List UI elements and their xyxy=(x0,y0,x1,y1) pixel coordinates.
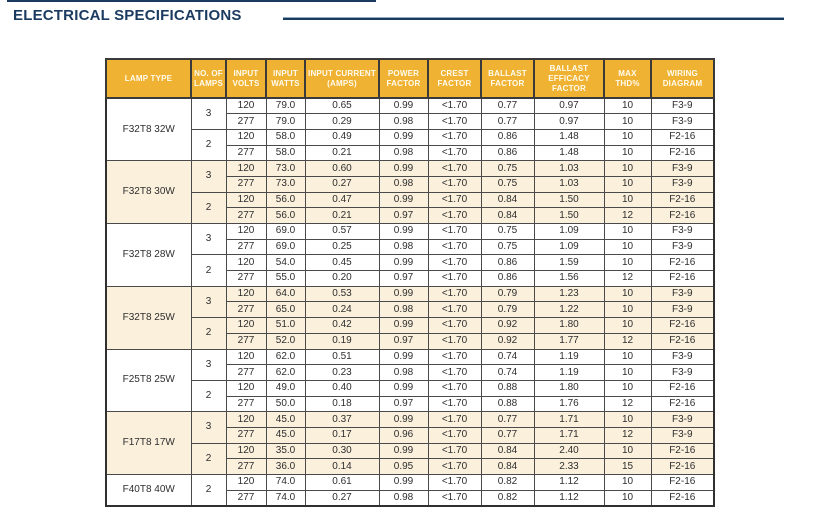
lamp-count-cell: 2 xyxy=(191,318,226,349)
value-cell: 0.45 xyxy=(305,255,379,271)
value-cell: 0.19 xyxy=(305,333,379,349)
table-row xyxy=(106,129,714,145)
value-cell: 1.19 xyxy=(534,349,604,365)
value-cell: 10 xyxy=(604,176,651,192)
value-cell: 277 xyxy=(226,365,266,381)
lamp-count-cell: 2 xyxy=(191,129,226,160)
value-cell: 0.60 xyxy=(305,161,379,177)
value-cell: 12 xyxy=(604,396,651,412)
value-cell: <1.70 xyxy=(428,271,481,287)
table-row xyxy=(106,380,714,396)
value-cell: 1.71 xyxy=(534,427,604,443)
value-cell: 1.03 xyxy=(534,161,604,177)
value-cell: <1.70 xyxy=(428,318,481,334)
value-cell: <1.70 xyxy=(428,286,481,302)
value-cell: 0.40 xyxy=(305,380,379,396)
lamp-type-cell: F32T8 25W xyxy=(106,286,191,349)
value-cell: 1.76 xyxy=(534,396,604,412)
value-cell: 0.84 xyxy=(481,459,534,475)
value-cell: 1.50 xyxy=(534,192,604,208)
value-cell: 58.0 xyxy=(266,145,305,161)
value-cell: 0.86 xyxy=(481,255,534,271)
column-header: POWER FACTOR xyxy=(379,59,428,98)
value-cell: 0.99 xyxy=(379,443,428,459)
value-cell: 0.98 xyxy=(379,239,428,255)
value-cell: 10 xyxy=(604,161,651,177)
value-cell: 277 xyxy=(226,176,266,192)
column-header: INPUT VOLTS xyxy=(226,59,266,98)
table-row xyxy=(106,98,714,114)
value-cell: 79.0 xyxy=(266,98,305,114)
value-cell: F3-9 xyxy=(651,224,714,240)
table-row xyxy=(106,286,714,302)
value-cell: F2-16 xyxy=(651,145,714,161)
value-cell: 1.50 xyxy=(534,208,604,224)
value-cell: 36.0 xyxy=(266,459,305,475)
value-cell: 0.75 xyxy=(481,161,534,177)
value-cell: 0.75 xyxy=(481,176,534,192)
value-cell: 120 xyxy=(226,161,266,177)
value-cell: <1.70 xyxy=(428,129,481,145)
value-cell: 0.42 xyxy=(305,318,379,334)
value-cell: 277 xyxy=(226,114,266,130)
table-row xyxy=(106,443,714,459)
value-cell: 120 xyxy=(226,129,266,145)
lamp-type-cell: F17T8 17W xyxy=(106,412,191,475)
lamp-type-cell: F25T8 25W xyxy=(106,349,191,412)
value-cell: <1.70 xyxy=(428,161,481,177)
value-cell: F2-16 xyxy=(651,208,714,224)
column-header: INPUT WATTS xyxy=(266,59,305,98)
value-cell: 10 xyxy=(604,443,651,459)
table-row xyxy=(106,192,714,208)
value-cell: 51.0 xyxy=(266,318,305,334)
value-cell: 10 xyxy=(604,239,651,255)
top-edge-strip xyxy=(7,0,376,2)
value-cell: 0.37 xyxy=(305,412,379,428)
value-cell: 10 xyxy=(604,129,651,145)
value-cell: <1.70 xyxy=(428,114,481,130)
value-cell: F2-16 xyxy=(651,318,714,334)
value-cell: 0.97 xyxy=(379,333,428,349)
value-cell: 0.97 xyxy=(379,396,428,412)
value-cell: <1.70 xyxy=(428,98,481,114)
value-cell: 10 xyxy=(604,302,651,318)
value-cell: 0.88 xyxy=(481,396,534,412)
value-cell: 56.0 xyxy=(266,192,305,208)
lamp-count-cell: 3 xyxy=(191,286,226,317)
table-row xyxy=(106,224,714,240)
value-cell: 0.23 xyxy=(305,365,379,381)
value-cell: 50.0 xyxy=(266,396,305,412)
value-cell: 0.77 xyxy=(481,427,534,443)
value-cell: 120 xyxy=(226,475,266,491)
lamp-count-cell: 3 xyxy=(191,412,226,443)
value-cell: F3-9 xyxy=(651,427,714,443)
value-cell: 0.61 xyxy=(305,475,379,491)
value-cell: 0.77 xyxy=(481,412,534,428)
value-cell: <1.70 xyxy=(428,412,481,428)
column-header: NO. OF LAMPS xyxy=(191,59,226,98)
value-cell: 0.86 xyxy=(481,145,534,161)
value-cell: 1.80 xyxy=(534,318,604,334)
value-cell: 0.84 xyxy=(481,192,534,208)
table-header-row xyxy=(106,59,714,98)
value-cell: 0.86 xyxy=(481,129,534,145)
value-cell: F2-16 xyxy=(651,475,714,491)
value-cell: <1.70 xyxy=(428,365,481,381)
value-cell: 0.30 xyxy=(305,443,379,459)
value-cell: 74.0 xyxy=(266,475,305,491)
value-cell: 12 xyxy=(604,208,651,224)
value-cell: 120 xyxy=(226,255,266,271)
value-cell: 64.0 xyxy=(266,286,305,302)
value-cell: 120 xyxy=(226,224,266,240)
value-cell: 10 xyxy=(604,255,651,271)
value-cell: F3-9 xyxy=(651,114,714,130)
value-cell: 79.0 xyxy=(266,114,305,130)
value-cell: F3-9 xyxy=(651,302,714,318)
value-cell: 10 xyxy=(604,224,651,240)
value-cell: 0.98 xyxy=(379,176,428,192)
value-cell: 1.23 xyxy=(534,286,604,302)
value-cell: 0.21 xyxy=(305,145,379,161)
value-cell: 120 xyxy=(226,443,266,459)
value-cell: 0.47 xyxy=(305,192,379,208)
value-cell: 10 xyxy=(604,145,651,161)
value-cell: 0.99 xyxy=(379,412,428,428)
value-cell: 0.57 xyxy=(305,224,379,240)
value-cell: 10 xyxy=(604,286,651,302)
value-cell: F2-16 xyxy=(651,192,714,208)
title-underline-rule xyxy=(283,17,784,20)
value-cell: 1.12 xyxy=(534,490,604,506)
value-cell: 15 xyxy=(604,459,651,475)
page-title: ELECTRICAL SPECIFICATIONS xyxy=(13,7,242,24)
table-row xyxy=(106,349,714,365)
value-cell: 0.97 xyxy=(379,208,428,224)
value-cell: 1.56 xyxy=(534,271,604,287)
value-cell: 0.99 xyxy=(379,255,428,271)
lamp-count-cell: 2 xyxy=(191,443,226,474)
value-cell: 0.75 xyxy=(481,224,534,240)
value-cell: 0.97 xyxy=(534,114,604,130)
value-cell: 69.0 xyxy=(266,239,305,255)
value-cell: F2-16 xyxy=(651,396,714,412)
value-cell: 1.12 xyxy=(534,475,604,491)
value-cell: <1.70 xyxy=(428,459,481,475)
value-cell: 0.20 xyxy=(305,271,379,287)
value-cell: <1.70 xyxy=(428,380,481,396)
value-cell: F2-16 xyxy=(651,490,714,506)
value-cell: 1.80 xyxy=(534,380,604,396)
value-cell: 0.99 xyxy=(379,224,428,240)
value-cell: 1.09 xyxy=(534,224,604,240)
value-cell: <1.70 xyxy=(428,443,481,459)
value-cell: F3-9 xyxy=(651,365,714,381)
value-cell: 0.99 xyxy=(379,380,428,396)
value-cell: F2-16 xyxy=(651,443,714,459)
value-cell: <1.70 xyxy=(428,490,481,506)
value-cell: 0.24 xyxy=(305,302,379,318)
value-cell: 0.92 xyxy=(481,318,534,334)
value-cell: 0.53 xyxy=(305,286,379,302)
value-cell: 0.97 xyxy=(379,271,428,287)
value-cell: 55.0 xyxy=(266,271,305,287)
value-cell: 73.0 xyxy=(266,176,305,192)
value-cell: 0.74 xyxy=(481,349,534,365)
value-cell: 277 xyxy=(226,145,266,161)
value-cell: 10 xyxy=(604,114,651,130)
value-cell: 2.33 xyxy=(534,459,604,475)
value-cell: F3-9 xyxy=(651,349,714,365)
value-cell: F2-16 xyxy=(651,129,714,145)
value-cell: 10 xyxy=(604,490,651,506)
column-header: WIRING DIAGRAM xyxy=(651,59,714,98)
value-cell: 0.14 xyxy=(305,459,379,475)
value-cell: F3-9 xyxy=(651,412,714,428)
value-cell: 0.98 xyxy=(379,302,428,318)
value-cell: <1.70 xyxy=(428,239,481,255)
value-cell: 0.98 xyxy=(379,365,428,381)
value-cell: 35.0 xyxy=(266,443,305,459)
lamp-type-cell: F32T8 30W xyxy=(106,161,191,224)
value-cell: 0.99 xyxy=(379,98,428,114)
value-cell: 0.98 xyxy=(379,145,428,161)
value-cell: 10 xyxy=(604,475,651,491)
value-cell: 1.19 xyxy=(534,365,604,381)
table-row xyxy=(106,161,714,177)
value-cell: 45.0 xyxy=(266,427,305,443)
value-cell: 1.48 xyxy=(534,129,604,145)
value-cell: 12 xyxy=(604,333,651,349)
value-cell: 54.0 xyxy=(266,255,305,271)
value-cell: 120 xyxy=(226,192,266,208)
value-cell: 0.65 xyxy=(305,98,379,114)
value-cell: 49.0 xyxy=(266,380,305,396)
value-cell: 12 xyxy=(604,271,651,287)
value-cell: 45.0 xyxy=(266,412,305,428)
value-cell: <1.70 xyxy=(428,255,481,271)
value-cell: 277 xyxy=(226,271,266,287)
value-cell: 277 xyxy=(226,302,266,318)
value-cell: F2-16 xyxy=(651,459,714,475)
value-cell: 120 xyxy=(226,380,266,396)
value-cell: 62.0 xyxy=(266,349,305,365)
value-cell: 0.17 xyxy=(305,427,379,443)
value-cell: <1.70 xyxy=(428,145,481,161)
value-cell: 0.82 xyxy=(481,490,534,506)
value-cell: 62.0 xyxy=(266,365,305,381)
lamp-count-cell: 2 xyxy=(191,192,226,223)
lamp-count-cell: 2 xyxy=(191,475,226,506)
value-cell: F3-9 xyxy=(651,239,714,255)
table-row xyxy=(106,318,714,334)
lamp-count-cell: 2 xyxy=(191,255,226,286)
column-header: CREST FACTOR xyxy=(428,59,481,98)
value-cell: F3-9 xyxy=(651,161,714,177)
value-cell: 120 xyxy=(226,318,266,334)
value-cell: 0.18 xyxy=(305,396,379,412)
value-cell: 120 xyxy=(226,286,266,302)
lamp-type-cell: F32T8 32W xyxy=(106,98,191,161)
value-cell: 0.88 xyxy=(481,380,534,396)
value-cell: 0.82 xyxy=(481,475,534,491)
lamp-type-cell: F40T8 40W xyxy=(106,475,191,506)
value-cell: F2-16 xyxy=(651,271,714,287)
lamp-count-cell: 3 xyxy=(191,161,226,192)
value-cell: F2-16 xyxy=(651,255,714,271)
value-cell: <1.70 xyxy=(428,475,481,491)
value-cell: F3-9 xyxy=(651,176,714,192)
value-cell: 0.98 xyxy=(379,490,428,506)
value-cell: <1.70 xyxy=(428,192,481,208)
lamp-count-cell: 3 xyxy=(191,98,226,129)
value-cell: 0.99 xyxy=(379,349,428,365)
value-cell: 0.99 xyxy=(379,192,428,208)
value-cell: <1.70 xyxy=(428,176,481,192)
value-cell: 58.0 xyxy=(266,129,305,145)
electrical-specifications-table xyxy=(105,58,715,507)
value-cell: <1.70 xyxy=(428,427,481,443)
value-cell: 1.77 xyxy=(534,333,604,349)
table-row xyxy=(106,475,714,491)
value-cell: F3-9 xyxy=(651,286,714,302)
value-cell: 0.96 xyxy=(379,427,428,443)
value-cell: 0.98 xyxy=(379,114,428,130)
value-cell: 0.99 xyxy=(379,129,428,145)
column-header: MAX THD% xyxy=(604,59,651,98)
value-cell: 0.49 xyxy=(305,129,379,145)
value-cell: 0.21 xyxy=(305,208,379,224)
value-cell: 277 xyxy=(226,427,266,443)
column-header: INPUT CURRENT (AMPS) xyxy=(305,59,379,98)
value-cell: 10 xyxy=(604,192,651,208)
lamp-count-cell: 3 xyxy=(191,224,226,255)
value-cell: F2-16 xyxy=(651,380,714,396)
value-cell: <1.70 xyxy=(428,333,481,349)
value-cell: 0.84 xyxy=(481,443,534,459)
value-cell: 0.99 xyxy=(379,475,428,491)
value-cell: <1.70 xyxy=(428,349,481,365)
value-cell: <1.70 xyxy=(428,302,481,318)
value-cell: 277 xyxy=(226,459,266,475)
value-cell: 277 xyxy=(226,333,266,349)
column-header: BALLAST EFFICACY FACTOR xyxy=(534,59,604,98)
lamp-count-cell: 3 xyxy=(191,349,226,380)
value-cell: 74.0 xyxy=(266,490,305,506)
value-cell: 0.77 xyxy=(481,98,534,114)
value-cell: 56.0 xyxy=(266,208,305,224)
value-cell: 0.99 xyxy=(379,318,428,334)
value-cell: 1.48 xyxy=(534,145,604,161)
value-cell: 69.0 xyxy=(266,224,305,240)
lamp-count-cell: 2 xyxy=(191,380,226,411)
value-cell: 2.40 xyxy=(534,443,604,459)
value-cell: <1.70 xyxy=(428,396,481,412)
column-header: LAMP TYPE xyxy=(106,59,191,98)
value-cell: 52.0 xyxy=(266,333,305,349)
value-cell: 0.74 xyxy=(481,365,534,381)
value-cell: 10 xyxy=(604,349,651,365)
value-cell: 10 xyxy=(604,412,651,428)
value-cell: 0.27 xyxy=(305,490,379,506)
value-cell: 120 xyxy=(226,349,266,365)
value-cell: 73.0 xyxy=(266,161,305,177)
value-cell: 1.03 xyxy=(534,176,604,192)
value-cell: <1.70 xyxy=(428,224,481,240)
value-cell: 277 xyxy=(226,239,266,255)
value-cell: 0.77 xyxy=(481,114,534,130)
value-cell: 1.22 xyxy=(534,302,604,318)
value-cell: 0.27 xyxy=(305,176,379,192)
table-row xyxy=(106,412,714,428)
value-cell: 0.75 xyxy=(481,239,534,255)
value-cell: 277 xyxy=(226,208,266,224)
value-cell: 0.51 xyxy=(305,349,379,365)
value-cell: 120 xyxy=(226,98,266,114)
value-cell: <1.70 xyxy=(428,208,481,224)
value-cell: 0.99 xyxy=(379,161,428,177)
value-cell: 10 xyxy=(604,380,651,396)
value-cell: 12 xyxy=(604,427,651,443)
column-header: BALLAST FACTOR xyxy=(481,59,534,98)
value-cell: 10 xyxy=(604,365,651,381)
value-cell: 0.25 xyxy=(305,239,379,255)
value-cell: 0.79 xyxy=(481,302,534,318)
value-cell: 10 xyxy=(604,318,651,334)
value-cell: 10 xyxy=(604,98,651,114)
value-cell: 65.0 xyxy=(266,302,305,318)
value-cell: 0.99 xyxy=(379,286,428,302)
value-cell: F2-16 xyxy=(651,333,714,349)
value-cell: 0.29 xyxy=(305,114,379,130)
value-cell: 277 xyxy=(226,490,266,506)
value-cell: 0.97 xyxy=(534,98,604,114)
table-row xyxy=(106,255,714,271)
value-cell: 0.79 xyxy=(481,286,534,302)
value-cell: 120 xyxy=(226,412,266,428)
value-cell: 1.09 xyxy=(534,239,604,255)
spec-table-body xyxy=(106,98,714,506)
value-cell: 0.86 xyxy=(481,271,534,287)
value-cell: 277 xyxy=(226,396,266,412)
value-cell: F3-9 xyxy=(651,98,714,114)
value-cell: 1.59 xyxy=(534,255,604,271)
value-cell: 1.71 xyxy=(534,412,604,428)
value-cell: 0.92 xyxy=(481,333,534,349)
lamp-type-cell: F32T8 28W xyxy=(106,224,191,287)
value-cell: 0.95 xyxy=(379,459,428,475)
value-cell: 0.84 xyxy=(481,208,534,224)
